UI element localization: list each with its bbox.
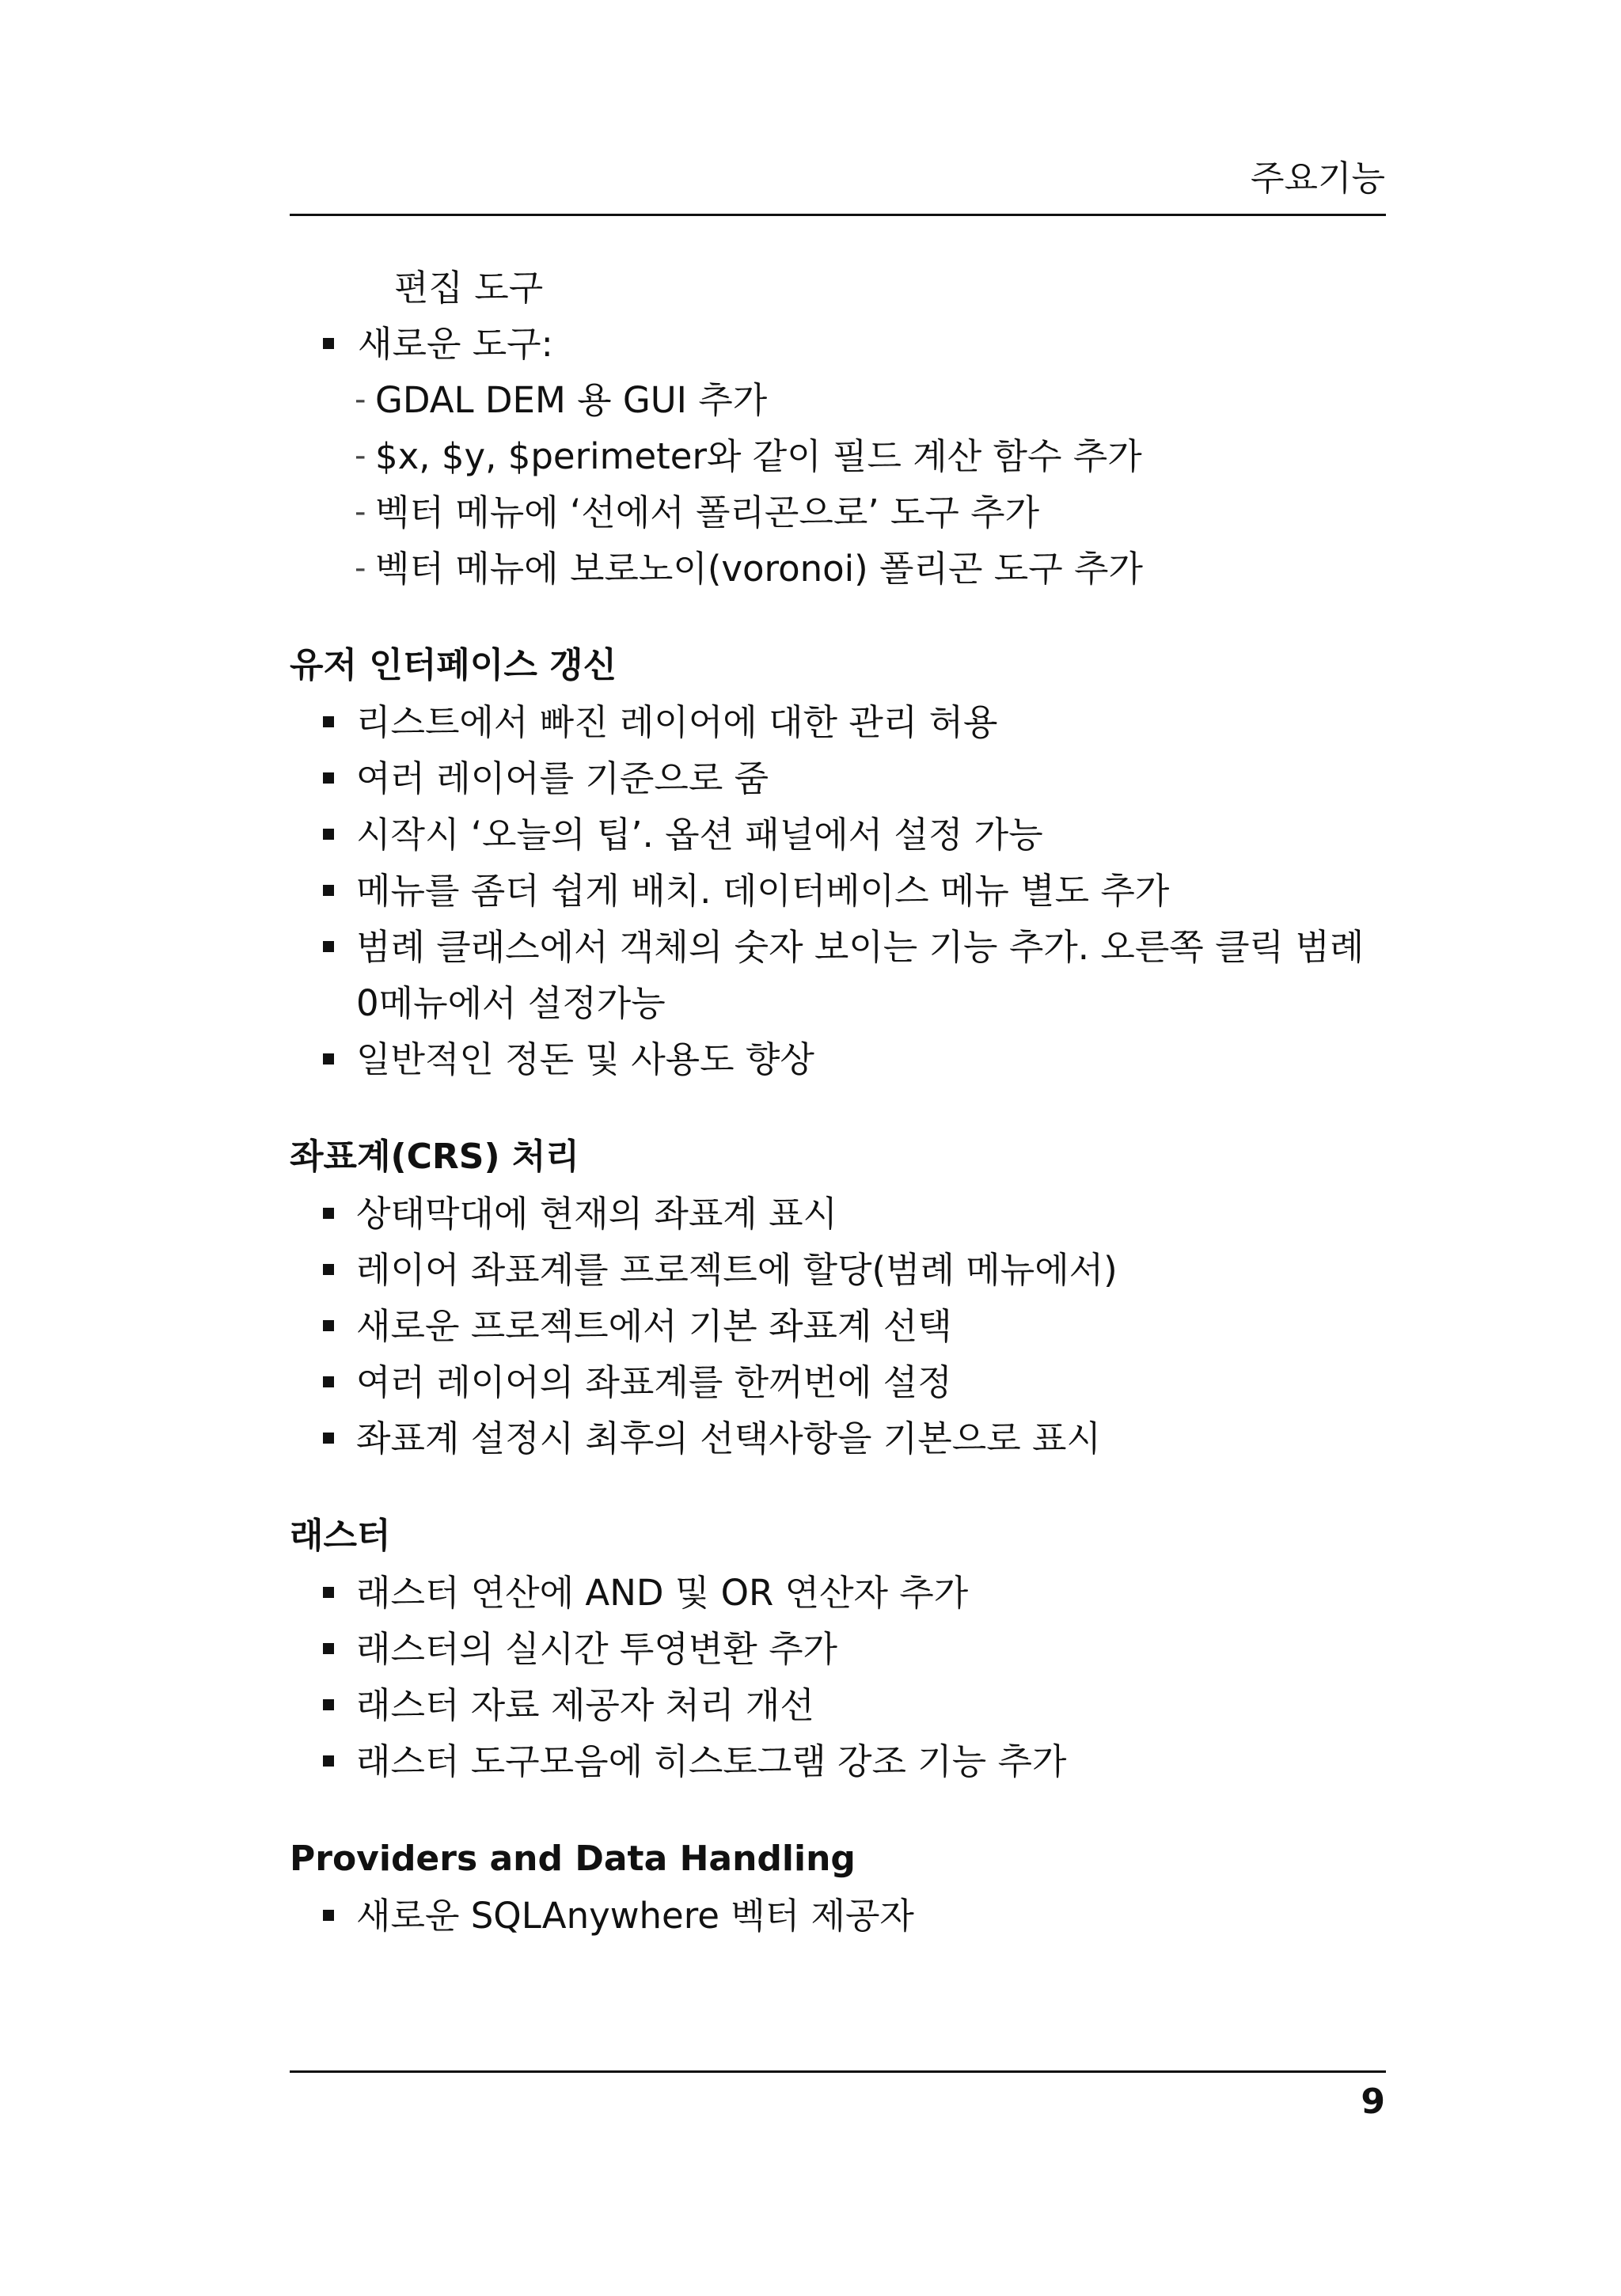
bullet-square-icon bbox=[323, 1699, 334, 1710]
list-item bbox=[290, 1031, 1386, 1087]
list-item bbox=[290, 863, 1386, 919]
bullet-square-icon bbox=[323, 1053, 334, 1065]
running-header: 주요기능 bbox=[1250, 158, 1385, 199]
list-item-text: 래스터 도구모음에 히스토그램 강조 기능 추가 bbox=[356, 1740, 1067, 1782]
sub-list-item bbox=[290, 484, 1386, 541]
intro-continuation: 편집 도구 bbox=[394, 267, 544, 309]
bullet-square-icon bbox=[323, 1910, 334, 1921]
page-body bbox=[290, 260, 1386, 1944]
list-item-text: 래스터 자료 제공자 처리 개선 bbox=[356, 1684, 814, 1726]
bullet-square-icon bbox=[323, 772, 334, 784]
bullet-square-icon bbox=[323, 1376, 334, 1387]
sub-list-item bbox=[290, 541, 1386, 597]
dash-icon: - bbox=[355, 550, 366, 586]
page-number: 9 bbox=[1361, 2082, 1385, 2122]
list-item-text: 레이어 좌표계를 프로젝트에 할당(범례 메뉴에서) bbox=[356, 1249, 1118, 1291]
list-item-text: 여러 레이어의 좌표계를 한꺼번에 설정 bbox=[356, 1361, 952, 1403]
sub-list-item bbox=[290, 372, 1386, 428]
bullet-square-icon bbox=[323, 716, 334, 727]
list-item bbox=[290, 316, 1386, 372]
dash-icon: - bbox=[355, 494, 366, 530]
list-item-text: 좌표계 설정시 최후의 선택사항을 기본으로 표시 bbox=[356, 1417, 1101, 1459]
list-item bbox=[290, 694, 1386, 750]
list-item-text: 시작시 ‘오늘의 팁’. 옵션 패널에서 설정 가능 bbox=[356, 814, 1043, 856]
list-item bbox=[290, 806, 1386, 863]
bullet-square-icon bbox=[323, 338, 334, 349]
sub-list-item-text: $x, $y, $perimeter와 같이 필드 계산 함수 추가 bbox=[375, 435, 1142, 477]
bullet-square-icon bbox=[323, 829, 334, 840]
section-heading-ui: 유저 인터페이스 갱신 bbox=[290, 645, 617, 685]
section-heading-crs: 좌표계(CRS) 처리 bbox=[290, 1137, 579, 1177]
section-list-ui bbox=[290, 694, 1386, 1087]
list-item bbox=[290, 1298, 1386, 1354]
list-item bbox=[290, 1621, 1386, 1677]
footer-rule bbox=[290, 2070, 1386, 2073]
list-item-text: 리스트에서 빠진 레이어에 대한 관리 허용 bbox=[356, 701, 998, 743]
bullet-square-icon bbox=[323, 1433, 334, 1444]
list-item-text: 래스터의 실시간 투영변환 추가 bbox=[356, 1628, 838, 1670]
dash-icon: - bbox=[355, 438, 366, 474]
list-item bbox=[290, 1186, 1386, 1242]
list-item bbox=[290, 750, 1386, 806]
bullet-square-icon bbox=[323, 1208, 334, 1219]
list-item bbox=[290, 1410, 1386, 1467]
list-item-text: 일반적인 정돈 및 사용도 향상 bbox=[356, 1038, 814, 1080]
bullet-square-icon bbox=[323, 1755, 334, 1767]
bullet-square-icon bbox=[323, 885, 334, 896]
list-item bbox=[290, 1888, 1386, 1944]
list-item-text: 래스터 연산에 AND 및 OR 연산자 추가 bbox=[356, 1572, 969, 1614]
bullet-square-icon bbox=[323, 1264, 334, 1275]
sub-list-item-text: 벡터 메뉴에 보로노이(voronoi) 폴리곤 도구 추가 bbox=[375, 548, 1143, 590]
section-list-raster bbox=[290, 1565, 1386, 1789]
header-rule bbox=[290, 214, 1386, 216]
section-heading-providers: Providers and Data Handling bbox=[290, 1839, 856, 1879]
list-item bbox=[290, 1733, 1386, 1789]
list-item bbox=[290, 919, 1385, 1031]
list-item-text: 새로운 프로젝트에서 기본 좌표계 선택 bbox=[356, 1305, 952, 1347]
dash-icon: - bbox=[355, 381, 366, 418]
list-item bbox=[290, 1354, 1386, 1410]
list-item bbox=[290, 1242, 1386, 1298]
list-item bbox=[290, 1677, 1386, 1733]
sub-list-item-text: 벡터 메뉴에 ‘선에서 폴리곤으로’ 도구 추가 bbox=[375, 491, 1040, 533]
list-item-text: 메뉴를 좀더 쉽게 배치. 데이터베이스 메뉴 별도 추가 bbox=[356, 870, 1170, 912]
list-item bbox=[290, 1565, 1386, 1621]
list-item-text: 상태막대에 현재의 좌표계 표시 bbox=[356, 1193, 838, 1235]
section-list-providers bbox=[290, 1888, 1386, 1944]
bullet-square-icon bbox=[323, 941, 334, 952]
sub-list-item bbox=[290, 428, 1386, 484]
section-heading-raster: 래스터 bbox=[290, 1516, 391, 1556]
list-item-text: 범례 클래스에서 객체의 숫자 보이는 기능 추가. 오른쪽 클릭 범례 0메뉴에서 설정가능 bbox=[356, 926, 1365, 1024]
list-item-text: 여러 레이어를 기준으로 줌 bbox=[356, 757, 769, 799]
bullet-square-icon bbox=[323, 1643, 334, 1654]
section-list-crs bbox=[290, 1186, 1386, 1467]
bullet-square-icon bbox=[323, 1320, 334, 1331]
list-item-text: 새로운 도구: bbox=[358, 323, 553, 365]
sub-list-item-text: GDAL DEM 용 GUI 추가 bbox=[375, 379, 768, 421]
bullet-square-icon bbox=[323, 1587, 334, 1598]
list-item-text: 새로운 SQLAnywhere 벡터 제공자 bbox=[356, 1895, 914, 1937]
